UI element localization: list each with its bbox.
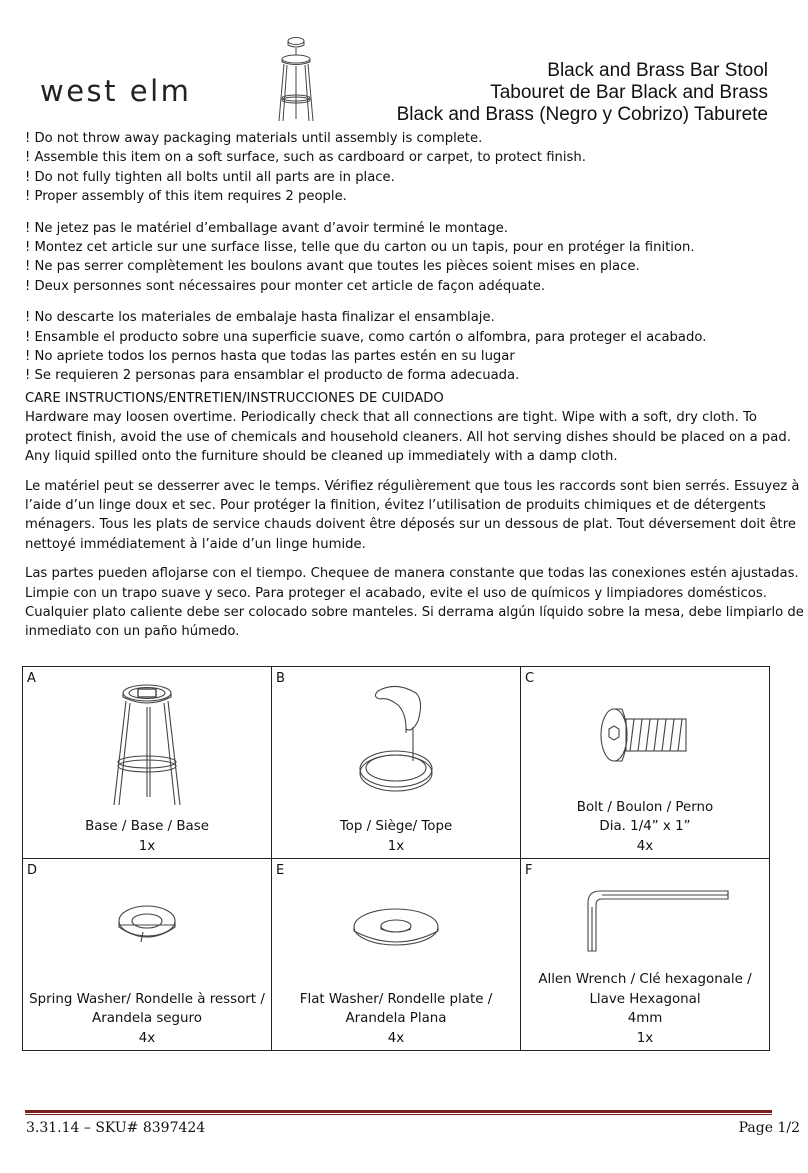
note-line: ! Deux personnes sont nécessaires pour monter cet article de façon adéquate. bbox=[25, 278, 546, 294]
care-line: protect finish, avoid the use of chemicals and household cleaners. All hot serving dishes should be placed on a pad. bbox=[25, 429, 791, 445]
note-line: ! Se requieren 2 personas para ensamblar el producto de forma adecuada. bbox=[25, 368, 520, 384]
care-line: inmediato con un paño húmedo. bbox=[25, 624, 240, 640]
brand-logo: west elm bbox=[40, 74, 192, 108]
flat-washer-icon bbox=[336, 887, 456, 997]
part-description bbox=[23, 817, 271, 856]
notes-english bbox=[25, 129, 785, 207]
part-name: Spring Washer/ Rondelle à ressort / bbox=[29, 991, 265, 1007]
care-line: Hardware may loosen overtime. Periodically check that all connections are tight. Wipe with a soft, dry cloth. To bbox=[25, 410, 757, 426]
care-line: Limpie con un trapo suave y seco. Para proteger el acabado, evite el uso de químicos y limpiadores domésticos. bbox=[25, 585, 767, 601]
note-line: ! No descarte los materiales de embalaje hasta finalizar el ensamblaje. bbox=[25, 310, 495, 326]
part-name-es: Arandela Plana bbox=[345, 1011, 447, 1026]
care-line: l’aide d’un linge doux et sec. Pour protéger la finition, évitez l’utilisation de produits chimiques et de détergents bbox=[25, 497, 766, 513]
part-description bbox=[521, 970, 769, 1048]
care-line: Las partes pueden aflojarse con el tiempo. Chequee de manera constante que todas las conexiones estén ajustadas. bbox=[25, 566, 799, 582]
stool-base-icon bbox=[102, 679, 192, 809]
note-line: ! Do not fully tighten all bolts until all parts are in place. bbox=[25, 169, 395, 185]
part-description bbox=[272, 990, 520, 1049]
care-heading: CARE INSTRUCTIONS/ENTRETIEN/INSTRUCCIONES DE CUIDADO bbox=[25, 391, 444, 406]
part-quantity: 4x bbox=[387, 1030, 405, 1046]
page-number: Page 1/2 bbox=[738, 1120, 800, 1136]
bolt-icon bbox=[590, 679, 700, 789]
part-cell-c bbox=[521, 667, 770, 859]
allen-wrench-icon bbox=[560, 877, 730, 957]
part-description bbox=[272, 817, 520, 856]
document-title bbox=[397, 60, 768, 126]
assembly-notes bbox=[25, 129, 785, 398]
part-letter: B bbox=[276, 671, 285, 686]
part-cell-f bbox=[521, 859, 770, 1051]
part-name: Flat Washer/ Rondelle plate / bbox=[299, 991, 493, 1007]
part-letter: E bbox=[276, 863, 285, 878]
part-quantity: 1x bbox=[387, 838, 405, 854]
title-english: Black and Brass Bar Stool bbox=[547, 60, 768, 81]
part-cell-e bbox=[272, 859, 521, 1051]
part-size: Dia. 1/4” x 1” bbox=[599, 819, 691, 834]
part-letter: D bbox=[27, 863, 38, 878]
title-french: Tabouret de Bar Black and Brass bbox=[490, 82, 768, 103]
note-line: ! Montez cet article sur une surface lisse, telle que du carton ou un tapis, pour en protéger la finition. bbox=[25, 239, 695, 255]
bar-stool-icon bbox=[268, 35, 324, 123]
note-line: ! Do not throw away packaging materials until assembly is complete. bbox=[25, 131, 483, 146]
note-line: ! Proper assembly of this item requires 2 people. bbox=[25, 189, 347, 205]
part-quantity: 1x bbox=[138, 838, 156, 854]
part-cell-d bbox=[23, 859, 272, 1051]
part-quantity: 4x bbox=[636, 838, 654, 854]
part-cell-b bbox=[272, 667, 521, 859]
part-letter: F bbox=[525, 863, 533, 878]
note-line: ! Ne jetez pas le matériel d’emballage avant d’avoir terminé le montage. bbox=[25, 220, 508, 236]
care-line: nettoyé immédiatement à l’aide d’un linge humide. bbox=[25, 536, 366, 552]
part-letter: A bbox=[27, 671, 36, 686]
part-quantity: 1x bbox=[636, 1030, 654, 1046]
note-line: ! Ensamble el producto sobre una superficie suave, como cartón o alfombra, para proteger el acabado. bbox=[25, 329, 707, 345]
care-english bbox=[25, 408, 791, 466]
notes-spanish bbox=[25, 308, 785, 386]
part-cell-a bbox=[23, 667, 272, 859]
note-line: ! Assemble this item on a soft surface, such as cardboard or carpet, to protect finish. bbox=[25, 150, 586, 166]
part-size: 4mm bbox=[627, 1011, 663, 1026]
part-quantity: 4x bbox=[138, 1030, 156, 1046]
care-line: Le matériel peut se desserrer avec le temps. Vérifiez régulièrement que tous les raccords sont bien serrés. Essuyez à bbox=[25, 478, 800, 494]
care-line: ménagers. Tous les plats de service chauds doivent être déposés sur un dessous de plat. Tout déversement doit être bbox=[25, 517, 796, 533]
care-spanish bbox=[25, 564, 804, 642]
part-name: Bolt / Boulon / Perno bbox=[576, 799, 714, 815]
spring-washer-icon bbox=[97, 887, 197, 997]
part-name: Top / Siège/ Tope bbox=[339, 819, 453, 834]
seat-top-icon bbox=[336, 679, 456, 809]
care-line: Any liquid spilled onto the furniture should be cleaned up immediately with a damp cloth. bbox=[25, 449, 618, 465]
part-description bbox=[23, 990, 271, 1049]
care-instructions bbox=[25, 389, 804, 652]
part-letter: C bbox=[525, 671, 535, 686]
footer-date-sku: 3.31.14 – SKU# 8397424 bbox=[26, 1120, 206, 1136]
footer-rule bbox=[25, 1110, 772, 1113]
part-name-es: Llave Hexagonal bbox=[589, 991, 701, 1007]
care-french bbox=[25, 477, 800, 555]
part-description bbox=[521, 798, 769, 857]
notes-french bbox=[25, 219, 785, 297]
note-line: ! Ne pas serrer complètement les boulons avant que toutes les pièces soient mises en place. bbox=[25, 259, 640, 275]
title-spanish: Black and Brass (Negro y Cobrizo) Taburete bbox=[396, 104, 768, 125]
parts-table bbox=[22, 666, 770, 1051]
note-line: ! No apriete todos los pernos hasta que todas las partes estén en su lugar bbox=[25, 348, 515, 364]
footer-rule-thin bbox=[25, 1114, 772, 1115]
part-name: Base / Base / Base bbox=[85, 819, 209, 834]
part-name: Allen Wrench / Clé hexagonale / bbox=[538, 972, 752, 987]
care-line: Cualquier plato caliente debe ser colocado sobre manteles. Si derrama algún líquido sobre la mesa, debe limpiarlo de bbox=[25, 604, 804, 620]
part-name-es: Arandela seguro bbox=[92, 1011, 202, 1026]
